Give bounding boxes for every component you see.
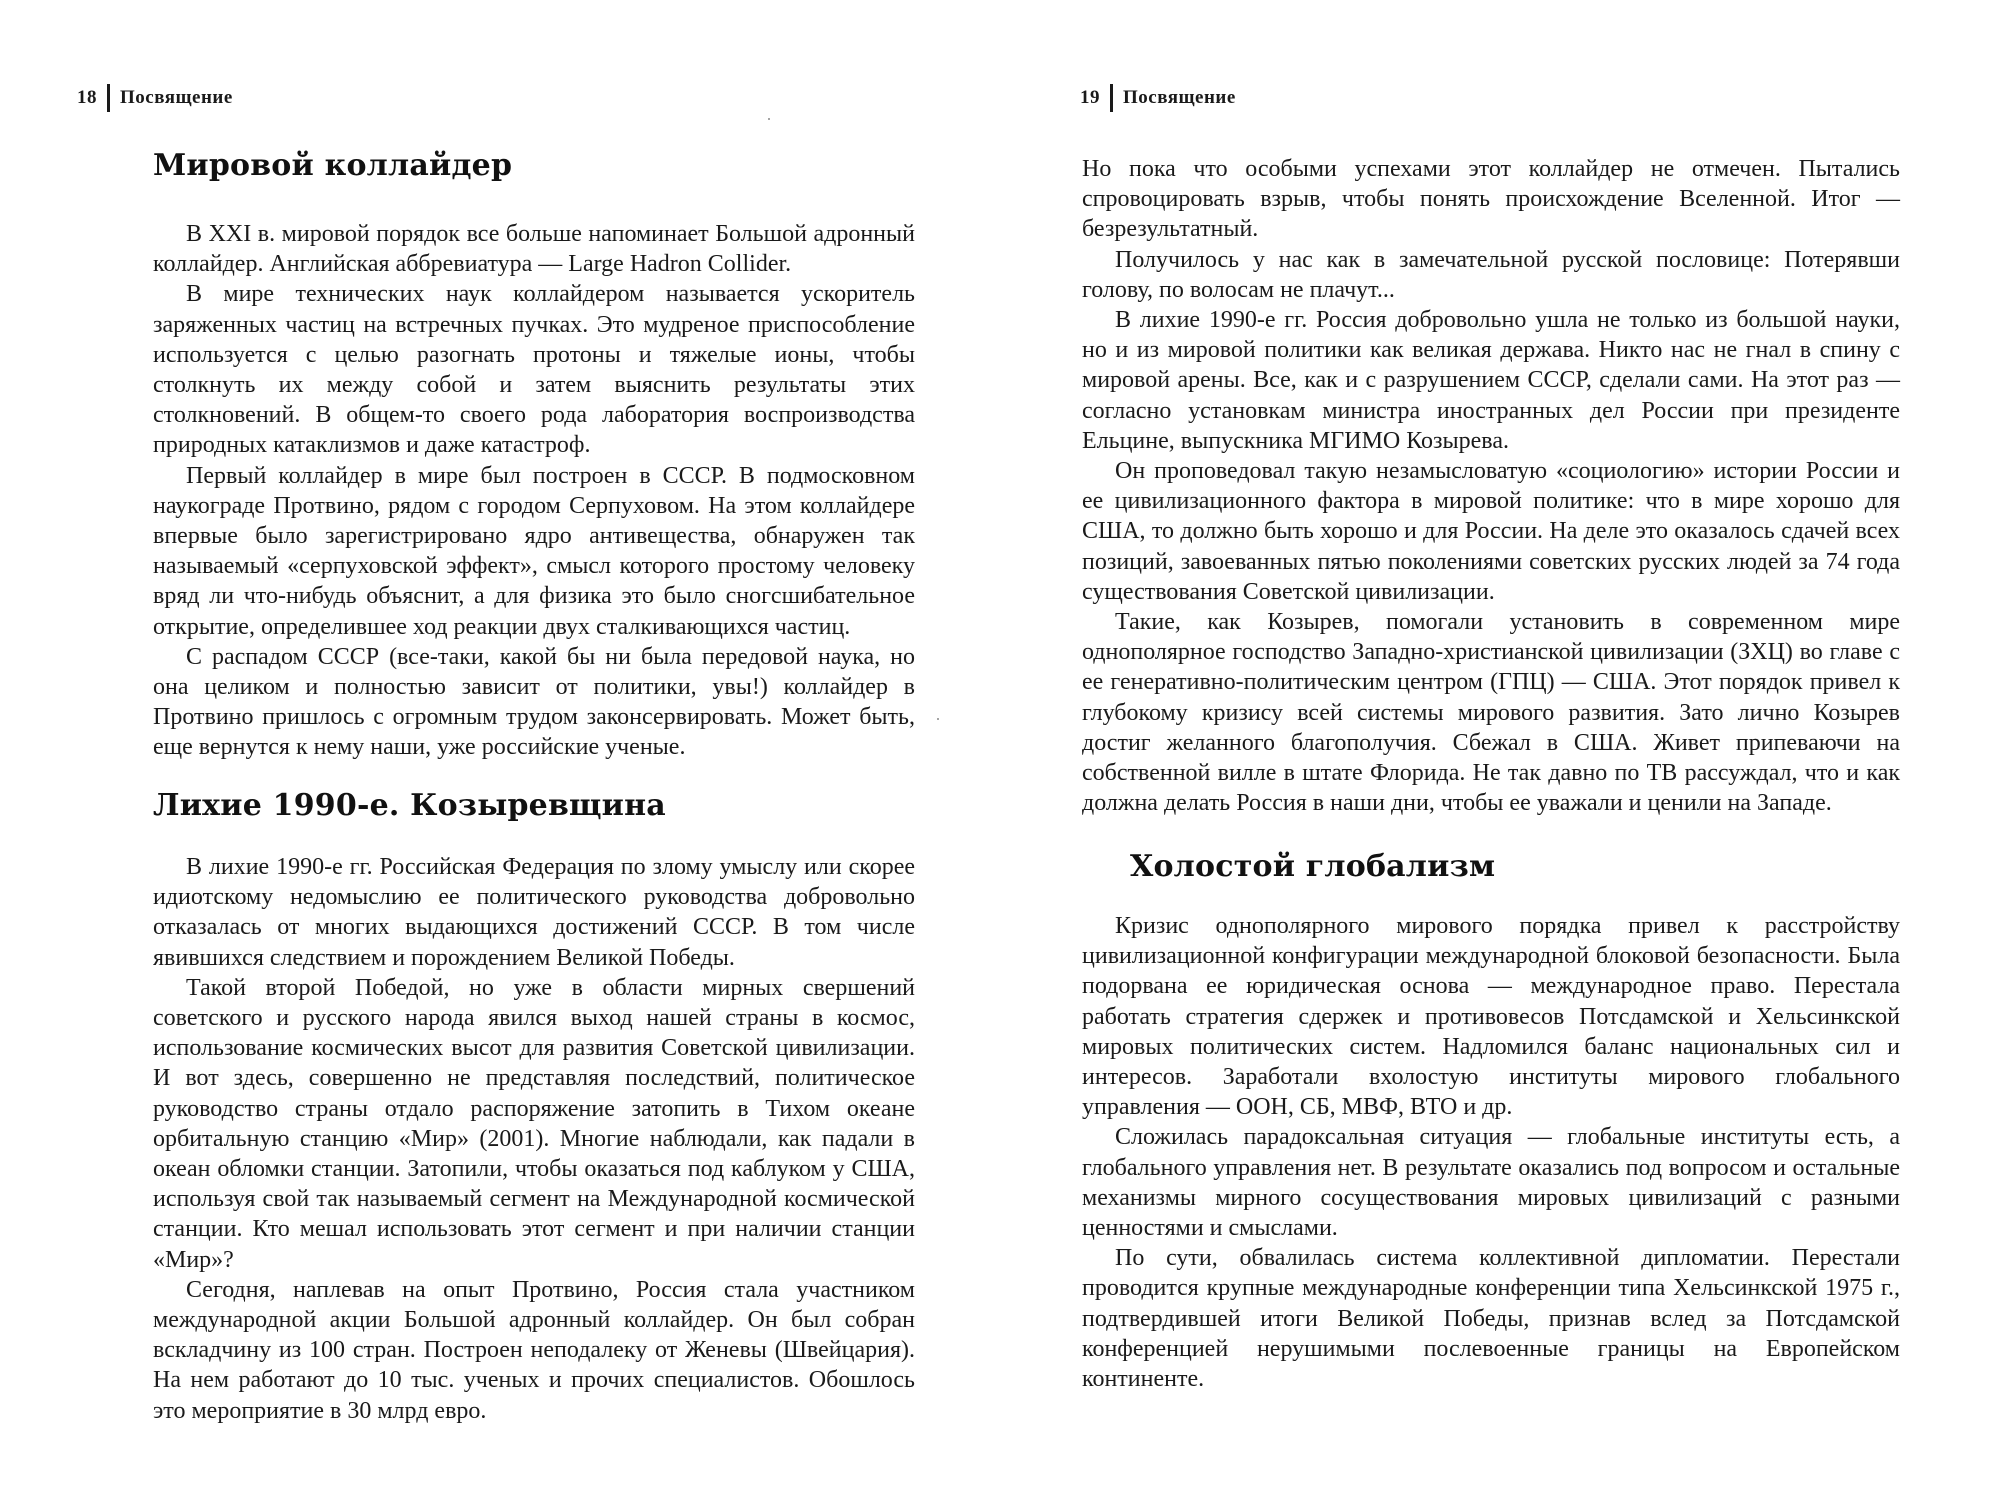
print-speck <box>937 718 939 720</box>
paragraph: Такие, как Козырев, помогали установить в современном мире однополярное господство Западно-христианской цивилизации (ЗХЦ) во главе с ее генеративно-политическим центром (ГПЦ) — США. Этот порядок привел к глубокому кризису всей системы мирового развития. Зато лично Козырев достиг желанного благополучия. Сбежал в США. Живет припеваючи на собственной вилле в штате Флорида. Не так давно по ТВ рассуждал, что и как должна делать Россия в наши дни, чтобы ее уважали и ценили на Западе. <box>1082 609 1900 817</box>
page-number-left: 18 <box>77 87 97 108</box>
running-title-right: Посвящение <box>1123 87 1236 108</box>
print-speck <box>768 118 770 120</box>
running-title-left: Посвящение <box>120 87 233 108</box>
paragraph: Но пока что особыми успехами этот коллайдер не отмечен. Пытались спровоцировать взрыв, чтобы понять происхождение Вселенной. Итог — безрезультатный. <box>1082 156 1900 243</box>
section-body-1990s <box>153 852 915 1426</box>
page-number-right: 19 <box>1080 87 1100 108</box>
running-head-right <box>1080 84 1236 112</box>
paragraph: Первый коллайдер в мире был построен в СССР. В подмосковном наукограде Протвино, рядом с городом Серпуховом. На этом коллайдере впервые было зарегистрировано ядро антивещества, обнаружен так называемый «серпуховской эффект», смысл которого простому человеку вряд ли что-нибудь объяснит, а для физика это было сногсшибательное открытие, определившее ход реакции двух сталкивающихся частиц. <box>153 462 915 640</box>
paragraph: Получилось у нас как в замечательной русской пословице: Потерявши голову, по волосам не плачут... <box>1082 246 1900 303</box>
section-heading-1990s: Лихие 1990-е. Козыревщина <box>153 788 666 823</box>
paragraph: Такой второй Победой, но уже в области мирных свершений советского и русского народа явился выход нашей страны в космос, использование космических высот для развития Советской цивилизации. И вот здесь, совершенно не представляя последствий, политическое руководство страны отдало распоряжение затопить в Тихом океане орбитальную станцию «Мир» (2001). Многие наблюдали, как падали в океан обломки станции. Затопили, чтобы оказаться под каблуком у США, используя свой так называемый сегмент на Международной космической станции. Кто мешал использовать этот сегмент и при наличии станции «Мир»? <box>153 974 915 1273</box>
continued-text <box>1082 154 1900 818</box>
paragraph: С распадом СССР (все-таки, какой бы ни была передовой наука, но она целиком и полностью зависит от политики, увы!) коллайдер в Протвино пришлось с огромным трудом законсервировать. Может быть, еще вернутся к нему наши, уже российские ученые. <box>153 643 915 761</box>
right-page <box>1000 0 2000 1486</box>
section-body-world-collider <box>153 219 915 763</box>
paragraph: В XXI в. мировой порядок все больше напоминает Большой адронный коллайдер. Английская аббревиатура — Large Hadron Collider. <box>153 221 915 278</box>
paragraph: В мире технических наук коллайдером называется ускоритель заряженных частиц на встречных пучках. Это мудреное приспособление используется с целью разогнать протоны и тяжелые ионы, чтобы столкнуть их между собой и затем выяснить результаты этих столкновений. В общем-то своего рода лаборатория воспроизводства природных катаклизмов и даже катастроф. <box>153 281 915 459</box>
paragraph: Он проповедовал такую незамысловатую «социологию» истории России и ее цивилизационного фактора в мировой политике: что в мире хорошо для США, то должно быть хорошо и для России. На деле это оказалось сдачей всех позиций, завоеванных пятью поколениями советских русских людей за 74 года существования Советской цивилизации. <box>1082 458 1900 605</box>
section-heading-idle-globalism: Холостой глобализм <box>1130 849 1496 884</box>
paragraph: По сути, обвалилась система коллективной дипломатии. Перестали проводится крупные международные конференции типа Хельсинкской 1975 г., подтвердившей итоги Великой Победы, признав вслед за Потсдамской конференцией нерушимыми послевоенные границы на Европейском континенте. <box>1082 1245 1900 1393</box>
section-heading-world-collider: Мировой коллайдер <box>153 148 513 183</box>
section-body-idle-globalism <box>1082 911 1900 1394</box>
running-head-divider <box>1110 84 1113 112</box>
running-head-divider <box>107 84 110 112</box>
paragraph: Сегодня, наплевав на опыт Протвино, Россия стала участником международной акции Большой адронный коллайдер. Он был собран вскладчину из 100 стран. Построен неподалеку от Женевы (Швейцария). На нем работают до 10 тыс. ученых и прочих специалистов. Обошлось это мероприятие в 30 млрд евро. <box>153 1276 915 1424</box>
paragraph: В лихие 1990-е гг. Россия добровольно ушла не только из большой науки, но и из мировой политики как великая держава. Никто нас не гнал в спину с мировой арены. Все, как и с разрушением СССР, сделали сами. На этот раз — согласно установкам министра иностранных дел России при президенте Ельцине, выпускника МГИМО Козырева. <box>1082 307 1900 454</box>
paragraph: В лихие 1990-е гг. Российская Федерация по злому умыслу или скорее идиотскому недомыслию ее политического руководства добровольно отказалась от многих выдающихся достижений СССР. В том числе явившихся следствием и порождением Великой Победы. <box>153 854 915 971</box>
paragraph: Кризис однополярного мирового порядка привел к расстройству цивилизационной конфигурации международной блоковой безопасности. Была подорвана ее юридическая основа — международное право. Перестала работать стратегия сдержек и противовесов Потсдамской и Хельсинкской мировых политических систем. Надломился баланс национальных сил и интересов. Заработали вхолостую институты мирового глобального управления — ООН, СБ, МВФ, ВТО и др. <box>1082 913 1900 1121</box>
running-head-left <box>77 84 233 112</box>
paragraph: Сложилась парадоксальная ситуация — глобальные институты есть, а глобального управления нет. В результате оказались под вопросом и остальные механизмы мирного сосуществования мировых цивилизаций с разными ценностями и смыслами. <box>1082 1124 1900 1242</box>
